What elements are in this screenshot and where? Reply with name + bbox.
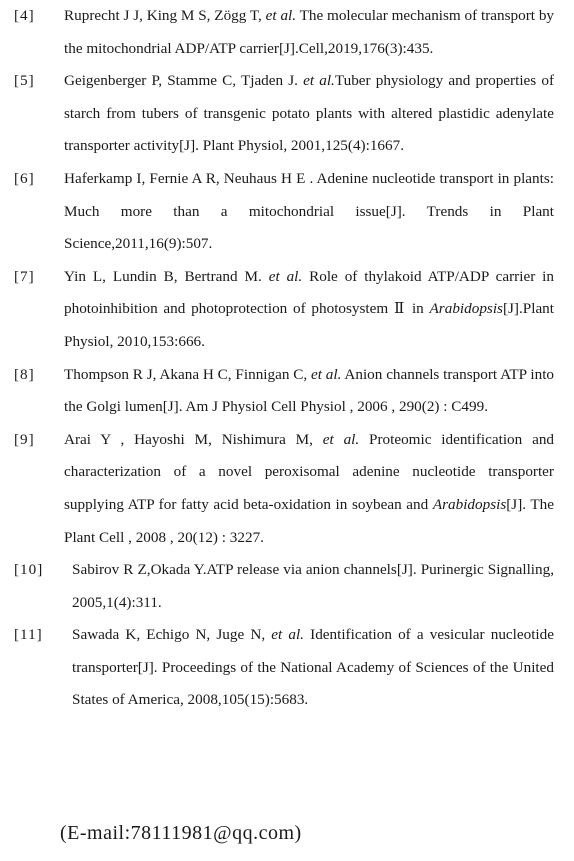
reference-text: Ruprecht J J, King M S, Zögg T, et al. The molecular mechanism of transport by the mitochondrial ADP/ATP carrier[J].Cell,2019,176(3):435. xyxy=(64,7,555,57)
reference-number: [4] xyxy=(14,7,35,24)
reference-number: [9] xyxy=(14,430,35,448)
reference-item xyxy=(0,424,574,554)
reference-number: [5] xyxy=(14,72,35,90)
reference-number: [7] xyxy=(14,267,35,285)
reference-item xyxy=(0,163,574,261)
reference-item xyxy=(0,65,574,163)
reference-text: Sawada K, Echigo N, Juge N, et al. Identification of a vesicular nucleotide transporter[J]. Proceedings of the National Academy of Sciences of the United States of America, 2008,105(15):5683. xyxy=(72,626,554,709)
et-al: et al. xyxy=(311,365,342,383)
author-email: (E-mail:78111981@qq.com) xyxy=(60,822,302,844)
reference-text: Geigenberger P, Stamme C, Tjaden J. et al.Tuber physiology and properties of starch from tubers of transgenic potato plants with altered plastidic adenylate transporter activity[J]. Plant Physiol, 2001,125(4):1667. xyxy=(64,72,554,155)
reference-item xyxy=(0,261,574,359)
reference-number: [6] xyxy=(14,169,35,187)
reference-number: [10] xyxy=(14,561,44,579)
reference-item xyxy=(0,619,574,717)
et-al: et al. xyxy=(271,626,304,644)
et-al: et al. xyxy=(322,430,360,448)
reference-number: [11] xyxy=(14,626,43,644)
species-name: Arabidopsis xyxy=(429,300,503,318)
reference-text: Arai Y , Hayoshi M, Nishimura M, et al. Proteomic identification and characterization of a novel peroxisomal adenine nucleotide transporter supplying ATP for fatty acid beta-oxidation in soybean and Arabidopsis[J]. The Plant Cell , 2008 , 20(12) : 3227. xyxy=(64,430,555,546)
reference-text: Yin L, Lundin B, Bertrand M. et al. Role of thylakoid ATP/ADP carrier in photoinhibition and photoprotection of photosystem Ⅱ in Arabidopsis[J].Plant Physiol, 2010,153:666. xyxy=(64,267,554,350)
reference-item xyxy=(0,0,574,65)
reference-text: Thompson R J, Akana H C, Finnigan C, et al. Anion channels transport ATP into the Golgi lumen[J]. Am J Physiol Cell Physiol , 2006 , 290(2) : C499. xyxy=(64,365,555,416)
et-al: et al. xyxy=(303,72,335,90)
reference-text: Haferkamp I, Fernie A R, Neuhaus H E . Adenine nucleotide transport in plants: Much more than a mitochondrial issue[J]. Trends in Plant Science,2011,16(9):507. xyxy=(64,169,554,253)
reference-number: [8] xyxy=(14,365,35,383)
reference-text: Sabirov R Z,Okada Y.ATP release via anion channels[J]. Purinergic Signalling, 2005,1(4):311. xyxy=(72,561,554,611)
reference-item xyxy=(0,554,574,619)
et-al: et al. xyxy=(265,7,297,24)
species-name: Arabidopsis xyxy=(432,495,507,513)
et-al: et al. xyxy=(268,267,303,285)
reference-item xyxy=(0,359,574,424)
